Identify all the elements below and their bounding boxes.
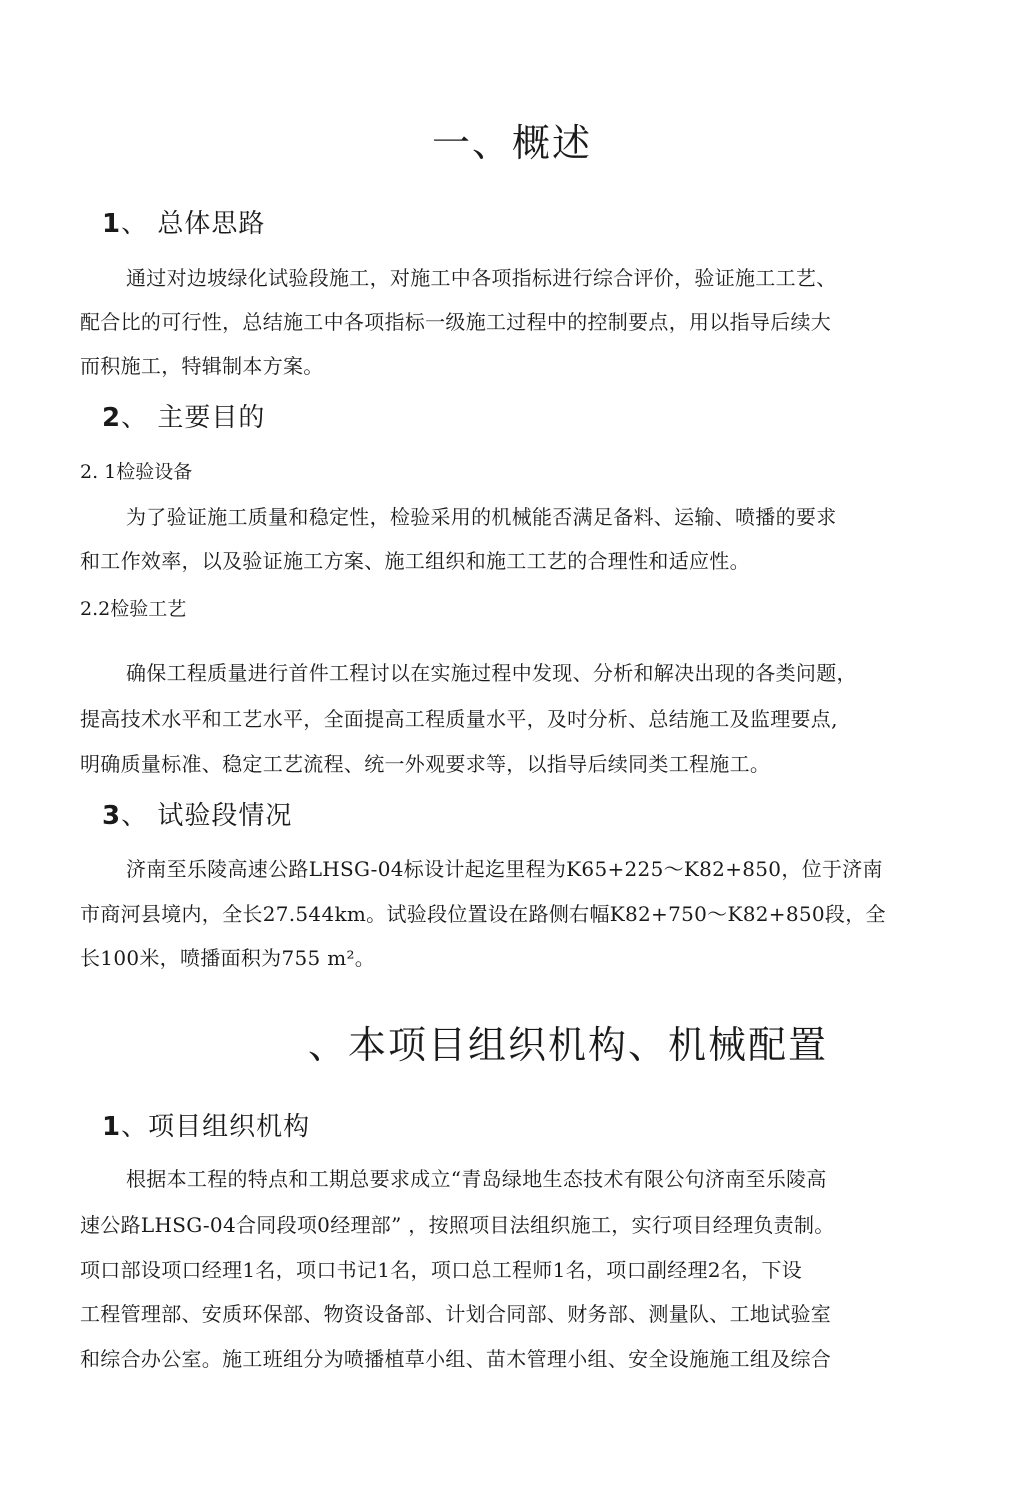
heading-number: 1 (102, 209, 122, 239)
heading-number: 1 (102, 1112, 122, 1142)
paragraph-line: 市商河县境内，全长27.544km。试验段位置设在路侧右幅K82+750～K82+850段，全 (80, 902, 886, 926)
heading-text: 、 总体思路 (121, 209, 266, 239)
heading-number: 2 (102, 403, 122, 433)
heading-main-purpose (102, 397, 265, 434)
heading-test-section (102, 795, 292, 832)
paragraph-line: 根据本工程的特点和工期总要求成立“青岛绿地生态技术有限公句济南至乐陵高 (126, 1167, 827, 1191)
paragraph-line: 提高技术水平和工艺水平，全面提高工程质量水平，及吋分析、总结施工及监理要点, (80, 707, 838, 731)
paragraph-line: 速公路LHSG-04合同段项0经理部” ，按照项目法组织施工，实行项目经理负责制。 (80, 1213, 835, 1237)
section-title-overview: 一、概述 (432, 121, 593, 165)
paragraph-line: 长100米，喷播面积为755 m²。 (80, 946, 376, 970)
heading-number: 3 (102, 801, 122, 831)
paragraph-line: 工程管理部、安质环保部、物资设备部、计划合同部、财务部、测量队、工地试验室 (80, 1302, 832, 1326)
paragraph-line: 为了验证施工质量和稳定性，检验采用的机械能否满足备料、运输、喷播的要求 (126, 505, 837, 529)
paragraph-line: 济南至乐陵高速公路LHSG-04标设计起迄里程为K65+225～K82+850，位于济南 (126, 857, 883, 881)
paragraph-line: 确保工程质量进行首件工程讨以在实施过程中发现、分析和解决出现的各类问题， (126, 661, 857, 685)
heading-text: 、 主要目的 (121, 403, 266, 433)
paragraph-line: 而积施工，特辑制本方案。 (80, 354, 324, 378)
heading-project-organization (102, 1106, 310, 1143)
heading-text: 、 试验段情况 (121, 801, 293, 831)
heading-text: 、项目组织机构 (121, 1112, 311, 1142)
paragraph-line: 项口部设项口经理1名，项口书记1名，项口总工程师1名，项口副经理2名，下设 (80, 1258, 802, 1282)
paragraph-line: 通过对边坡绿化试验段施工，对施工中各项指标进行综合评价，验证施工工艺、 (126, 266, 837, 290)
paragraph-line: 和工作效率，以及验证施工方案、施工组织和施工工艺的合理性和适应性。 (80, 549, 750, 573)
subheading-equipment-check: 2. 1检验设备 (80, 461, 193, 483)
subheading-process-check: 2.2检验工艺 (80, 598, 187, 620)
paragraph-line: 配合比的可行性，总结施工中各项指标一级施工过程中的控制要点，用以指导后续大 (80, 310, 832, 334)
paragraph-line: 和综合办公室。施工班组分为喷播植草小组、苗木管理小组、安全设施施工组及综合 (80, 1347, 832, 1371)
section-title-organization: 、本项目组织机构、机械配置 (308, 1023, 829, 1067)
paragraph-line: 明确质量标准、稳定工艺流程、统一外观要求等，以指导后续同类工程施工。 (80, 752, 771, 776)
heading-general-approach (102, 203, 265, 240)
